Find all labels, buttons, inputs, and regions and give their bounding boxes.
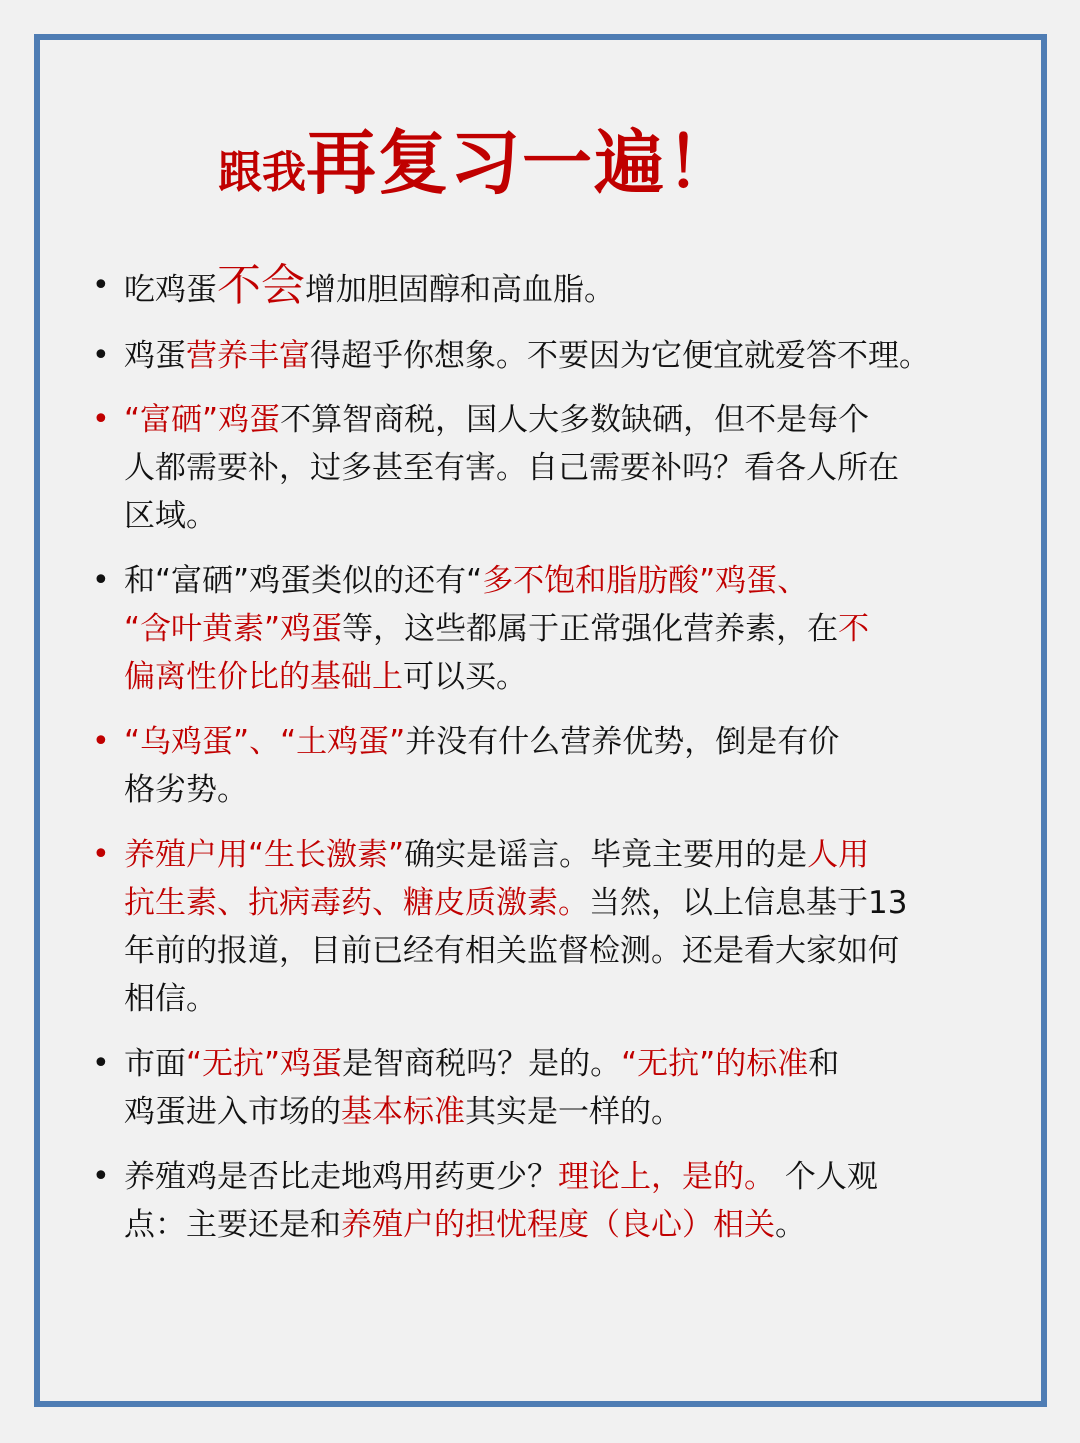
text-line	[124, 975, 217, 1023]
body-text: 增加胆固醇和高血脂。	[305, 272, 615, 308]
body-text: 其实是一样的。	[465, 1094, 682, 1130]
highlight-text: “含叶黄素”鸡蛋	[124, 611, 343, 647]
body-text: 不算智商税，国人大多数缺硒，但不是每个	[280, 402, 870, 438]
highlight-text: 多不饱和脂肪酸”鸡蛋、	[482, 563, 809, 599]
body-text: 年前的报道，目前已经有相关监督检测。还是看大家如何	[124, 933, 899, 969]
body-text: 鸡蛋进入市场的	[124, 1094, 341, 1130]
body-text: 区域。	[124, 498, 217, 534]
highlight-text: 基本标准	[341, 1094, 465, 1130]
text-line	[124, 1153, 878, 1201]
body-text: 鸡蛋	[124, 338, 186, 374]
body-text: 和	[808, 1046, 840, 1082]
page-title	[218, 118, 738, 208]
body-text: 确实是谣言。毕竟主要用的是	[404, 837, 808, 873]
bullet-dot: •	[92, 402, 110, 437]
text-line	[124, 879, 907, 927]
body-text: 是智商税吗？是的。	[342, 1046, 622, 1082]
highlight-text: “乌鸡蛋”、“土鸡蛋”	[124, 724, 406, 760]
text-line	[124, 332, 930, 380]
bullet-dot: •	[92, 837, 110, 872]
body-text: 格劣势。	[124, 772, 248, 808]
highlight-text: 偏离性价比的基础上	[124, 659, 403, 695]
text-line	[124, 831, 869, 879]
text-line	[124, 262, 615, 310]
highlight-text: 理论上，是的。	[558, 1159, 775, 1195]
text-line	[124, 492, 217, 540]
body-text: 。	[775, 1207, 806, 1243]
highlight-text: 营养丰富	[186, 338, 310, 374]
highlight-text: 人用	[807, 837, 870, 873]
body-text: 和“富硒”鸡蛋类似的还有“	[124, 563, 483, 599]
title-lead: 跟我	[218, 147, 306, 198]
bullet-dot: •	[92, 1046, 110, 1081]
bullet-dot: •	[92, 563, 110, 598]
body-text: 点：主要还是和	[124, 1207, 341, 1243]
bullet-dot: •	[92, 338, 110, 373]
body-text: 得超乎你想象。不要因为它便宜就爱答不理。	[310, 338, 930, 374]
highlight-text: “富硒”鸡蛋	[124, 402, 281, 438]
text-line	[124, 605, 869, 653]
text-line	[124, 927, 899, 975]
body-text: 市面	[124, 1046, 186, 1082]
body-text: 并没有什么营养优势，倒是有价	[405, 724, 840, 760]
text-line	[124, 1088, 682, 1136]
text-line	[124, 718, 839, 766]
body-text: 吃鸡蛋	[124, 272, 217, 308]
text-line	[124, 653, 527, 701]
text-line	[124, 444, 899, 492]
body-text: 人都需要补，过多甚至有害。自己需要补吗？看各人所在	[124, 450, 899, 486]
highlight-text: 抗生素、抗病毒药、糖皮质激素。	[124, 885, 589, 921]
highlight-text: “无抗”鸡蛋	[186, 1046, 343, 1082]
body-text: 可以买。	[403, 659, 527, 695]
text-line	[124, 1040, 839, 1088]
body-text: 个人观	[775, 1159, 878, 1195]
bullet-dot: •	[92, 1159, 110, 1194]
body-text: 等，这些都属于正常强化营养素，在	[342, 611, 839, 647]
bullet-dot: •	[92, 268, 110, 303]
highlight-text: 养殖户用“生长激素”	[124, 837, 405, 873]
body-text: 养殖鸡是否比走地鸡用药更少？	[124, 1159, 558, 1195]
text-line	[124, 1201, 806, 1249]
highlight-text: “无抗”的标准	[621, 1046, 809, 1082]
highlight-text: 不会	[217, 260, 305, 311]
body-text: 相信。	[124, 981, 217, 1017]
text-line	[124, 396, 869, 444]
highlight-text: 不	[838, 611, 870, 647]
text-line	[124, 766, 248, 814]
bullet-dot: •	[92, 724, 110, 759]
title-main: 再复习一遍！	[306, 122, 738, 204]
body-text: 当然，以上信息基于13	[589, 885, 908, 921]
text-line	[124, 557, 808, 605]
highlight-text: 养殖户的担忧程度（良心）相关	[341, 1207, 775, 1243]
